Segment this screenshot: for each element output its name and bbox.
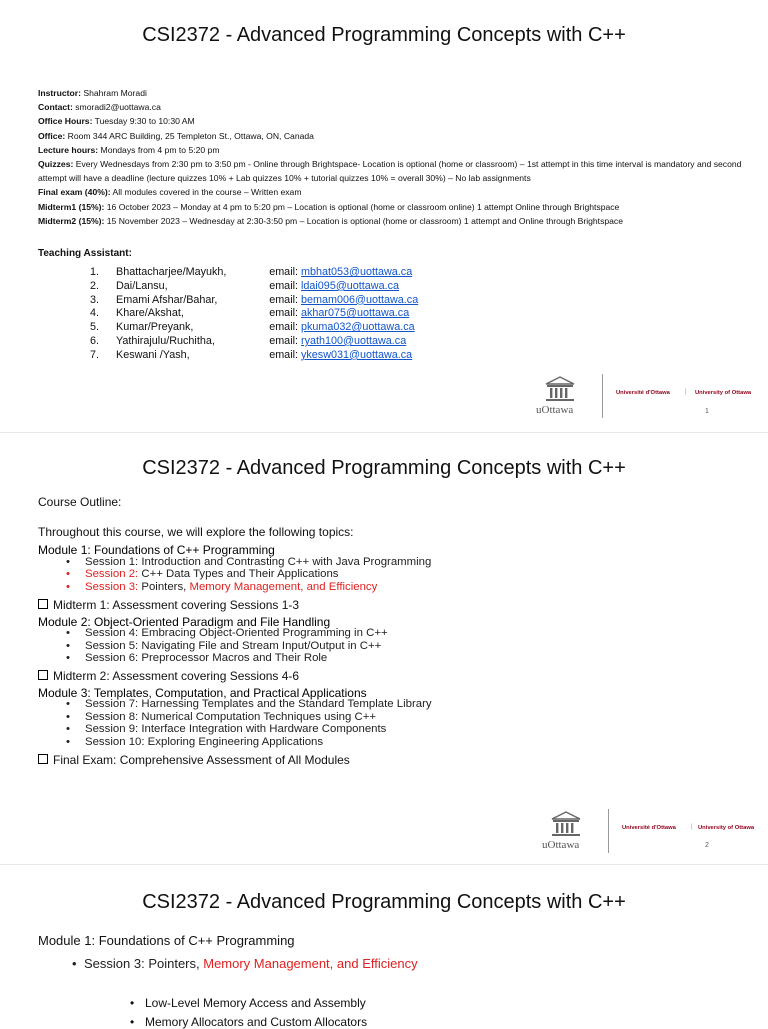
- slide-2: [0, 432, 768, 865]
- ta-email-link[interactable]: bemam006@uottawa.ca: [301, 293, 419, 306]
- outline-heading: Course Outline:: [38, 495, 122, 509]
- slide-title: CSI2372 - Advanced Programming Concepts with C++: [142, 457, 626, 479]
- info-instructor: Instructor: Shahram Moradi: [38, 88, 147, 98]
- session-item: • Session 10: Exploring Engineering Applications: [66, 736, 324, 748]
- info-final-exam: Final exam (40%): All modules covered in the course – Written exam: [38, 187, 302, 198]
- bullet-icon: •: [66, 736, 70, 748]
- ta-email-link[interactable]: mbhat053@uottawa.ca: [301, 266, 413, 278]
- session-item: • Session 5: Navigating File and Stream Input/Output in C++: [66, 640, 382, 652]
- bullet-icon: •: [66, 568, 70, 580]
- bullet-icon: •: [66, 723, 70, 735]
- module-1-heading: Module 1: Foundations of C++ Programming: [38, 543, 275, 557]
- info-quizzes: Quizzes: Every Wednesdays from 2:30 pm to 3:50 pm - Online through Brightspace- Location is optional (home or classroom) – 1st attempt in this time interval is mandatory and second attempt will have a deadline (lecture quizzes 10% + Lab quizzes 10% + tutorial quizzes 10% = overall 30%) – No lab assignments: [38, 159, 742, 184]
- ta-heading: Teaching Assistant:: [38, 248, 132, 259]
- topic-item: • Low-Level Memory Access and Assembly: [130, 996, 366, 1010]
- ta-row: 3. Emami Afshar/Bahar, email: bemam006@uottawa.ca: [90, 293, 419, 306]
- session-item: • Session 3: Pointers, Memory Management, and Efficiency: [72, 956, 418, 971]
- bullet-icon: •: [66, 627, 70, 639]
- uottawa-wordmark: uOttawa: [536, 404, 574, 416]
- bullet-icon: •: [66, 581, 70, 593]
- page-number: 1: [705, 408, 709, 415]
- module-3-heading: Module 3: Templates, Computation, and Practical Applications: [38, 686, 367, 700]
- bullet-icon: •: [66, 711, 70, 723]
- final-exam-item: Final Exam: Comprehensive Assessment of All Modules: [38, 753, 350, 767]
- session-item: • Session 3: Pointers, Memory Management, and Efficiency: [66, 581, 378, 593]
- logo-english-name: University of Ottawa: [698, 825, 755, 831]
- uottawa-logo: [542, 809, 768, 855]
- ta-row: 5. Kumar/Preyank, email: pkuma032@uottawa.ca: [90, 321, 415, 334]
- logo-separator: |: [685, 389, 687, 395]
- info-midterm2: Midterm2 (15%): 15 November 2023 – Wednesday at 2:30-3:50 pm – Location is optional (home or classroom) 1 attempt and Online through Brightspace: [38, 215, 624, 226]
- midterm-1-item: Midterm 1: Assessment covering Sessions 1-3: [38, 598, 299, 612]
- uottawa-crest-icon: [542, 374, 578, 404]
- ta-row: 2. Dai/Lansu, email: ldai095@uottawa.ca: [90, 279, 399, 292]
- ta-row: 4. Khare/Akshat, email: akhar075@uottawa.ca: [90, 307, 410, 320]
- ta-email-link[interactable]: ldai095@uottawa.ca: [301, 279, 399, 292]
- slide-1: [0, 0, 768, 432]
- ta-email-link[interactable]: ryath100@uottawa.ca: [301, 334, 407, 347]
- logo-french-name: Université d'Ottawa: [616, 390, 670, 396]
- info-office-hours: Office Hours: Tuesday 9:30 to 10:30 AM: [38, 116, 195, 127]
- midterm-2-item: Midterm 2: Assessment covering Sessions 4-6: [38, 669, 299, 683]
- topic-item: • Memory Allocators and Custom Allocators: [130, 1015, 368, 1029]
- bullet-icon: •: [130, 1015, 135, 1029]
- bullet-icon: •: [72, 956, 77, 971]
- logo-divider: [602, 374, 603, 418]
- ta-email-link[interactable]: ykesw031@uottawa.ca: [301, 348, 413, 361]
- session-item: • Session 2: C++ Data Types and Their Applications: [66, 568, 339, 580]
- info-midterm1: Midterm1 (15%): 16 October 2023 – Monday at 4 pm to 5:20 pm – Location is optional (home or classroom online) 1 attempt Online through Brightspace: [38, 201, 620, 212]
- uottawa-crest-icon: [548, 809, 584, 839]
- logo-divider: [608, 809, 609, 853]
- checkbox-icon: [38, 670, 48, 680]
- bullet-icon: •: [66, 556, 70, 568]
- logo-english-name: University of Ottawa: [695, 390, 752, 396]
- slide-3: [0, 864, 768, 1029]
- module-1-heading: Module 1: Foundations of C++ Programming: [38, 933, 295, 948]
- session-item: • Session 1: Introduction and Contrasting C++ with Java Programming: [66, 556, 432, 568]
- course-info: [38, 86, 753, 228]
- bullet-icon: •: [130, 996, 135, 1010]
- module-2-heading: Module 2: Object-Oriented Paradigm and File Handling: [38, 615, 331, 629]
- uottawa-wordmark: uOttawa: [542, 839, 580, 851]
- ta-row: 1. Bhattacharjee/Mayukh, email: mbhat053@uottawa.ca: [90, 266, 413, 278]
- slide-title: CSI2372 - Advanced Programming Concepts with C++: [142, 891, 626, 913]
- outline-intro: Throughout this course, we will explore the following topics:: [38, 525, 354, 539]
- ta-list: [90, 266, 418, 363]
- bullet-icon: •: [66, 652, 70, 664]
- info-lecture-hours: Lecture hours: Mondays from 4 pm to 5:20 pm: [38, 144, 220, 155]
- ta-row: 7. Keswani /Yash, email: ykesw031@uottawa.ca: [90, 348, 413, 361]
- page-number: 2: [705, 842, 709, 849]
- session-item: • Session 7: Harnessing Templates and the Standard Template Library: [66, 698, 432, 710]
- slide-title: CSI2372 - Advanced Programming Concepts with C++: [142, 24, 626, 46]
- ta-email-link[interactable]: pkuma032@uottawa.ca: [301, 321, 415, 334]
- bullet-icon: •: [66, 698, 70, 710]
- session-item: • Session 9: Interface Integration with Hardware Components: [66, 723, 387, 735]
- logo-separator: |: [691, 824, 693, 830]
- checkbox-icon: [38, 754, 48, 764]
- session-item: • Session 8: Numerical Computation Techniques using C++: [66, 711, 377, 723]
- session-item: • Session 6: Preprocessor Macros and Their Role: [66, 652, 328, 664]
- bullet-icon: •: [66, 640, 70, 652]
- ta-row: 6. Yathirajulu/Ruchitha, email: ryath100@uottawa.ca: [90, 334, 407, 347]
- info-contact: Contact: smoradi2@uottawa.ca: [38, 102, 161, 113]
- uottawa-logo: [536, 374, 768, 420]
- session-item: • Session 4: Embracing Object-Oriented Programming in C++: [66, 627, 388, 639]
- logo-french-name: Université d'Ottawa: [622, 825, 676, 831]
- ta-email-link[interactable]: akhar075@uottawa.ca: [301, 307, 410, 320]
- checkbox-icon: [38, 599, 48, 609]
- info-office: Office: Room 344 ARC Building, 25 Templeton St., Ottawa, ON, Canada: [38, 130, 314, 141]
